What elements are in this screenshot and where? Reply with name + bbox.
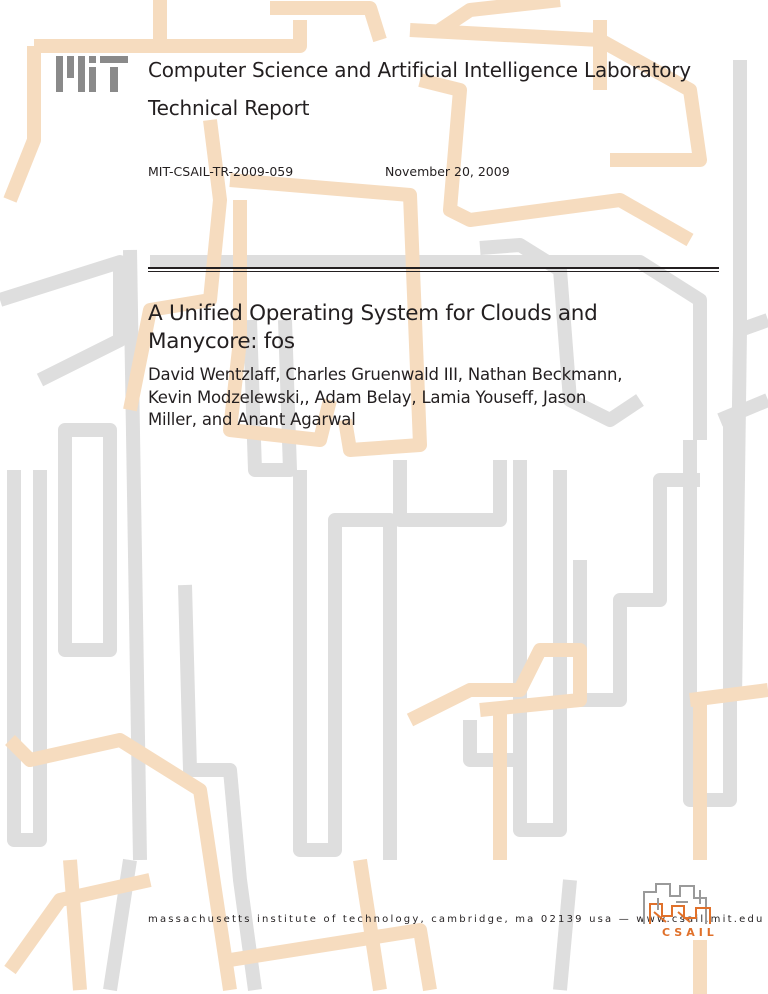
csail-label: CSAIL xyxy=(662,926,718,939)
divider-rule xyxy=(148,267,719,272)
mit-logo-icon xyxy=(56,56,130,96)
footer-address: massachusetts institute of technology, cambridge, ma 02139 usa — www.csail.mit.edu xyxy=(148,914,765,925)
paper-title: A Unified Operating System for Clouds and Manycore: fos xyxy=(148,301,598,354)
report-type: Technical Report xyxy=(148,96,310,120)
csail-building-icon xyxy=(640,878,718,926)
lab-name: Computer Science and Artificial Intelligence Laboratory xyxy=(148,58,691,82)
report-number: MIT-CSAIL-TR-2009-059 xyxy=(148,164,294,179)
report-date: November 20, 2009 xyxy=(385,164,510,179)
paper-authors: David Wentzlaff, Charles Gruenwald III, Nathan Beckmann, Kevin Modzelewski,, Adam Belay, Lamia Youseff, Jason Miller, and Anant Agarwal xyxy=(148,365,623,429)
